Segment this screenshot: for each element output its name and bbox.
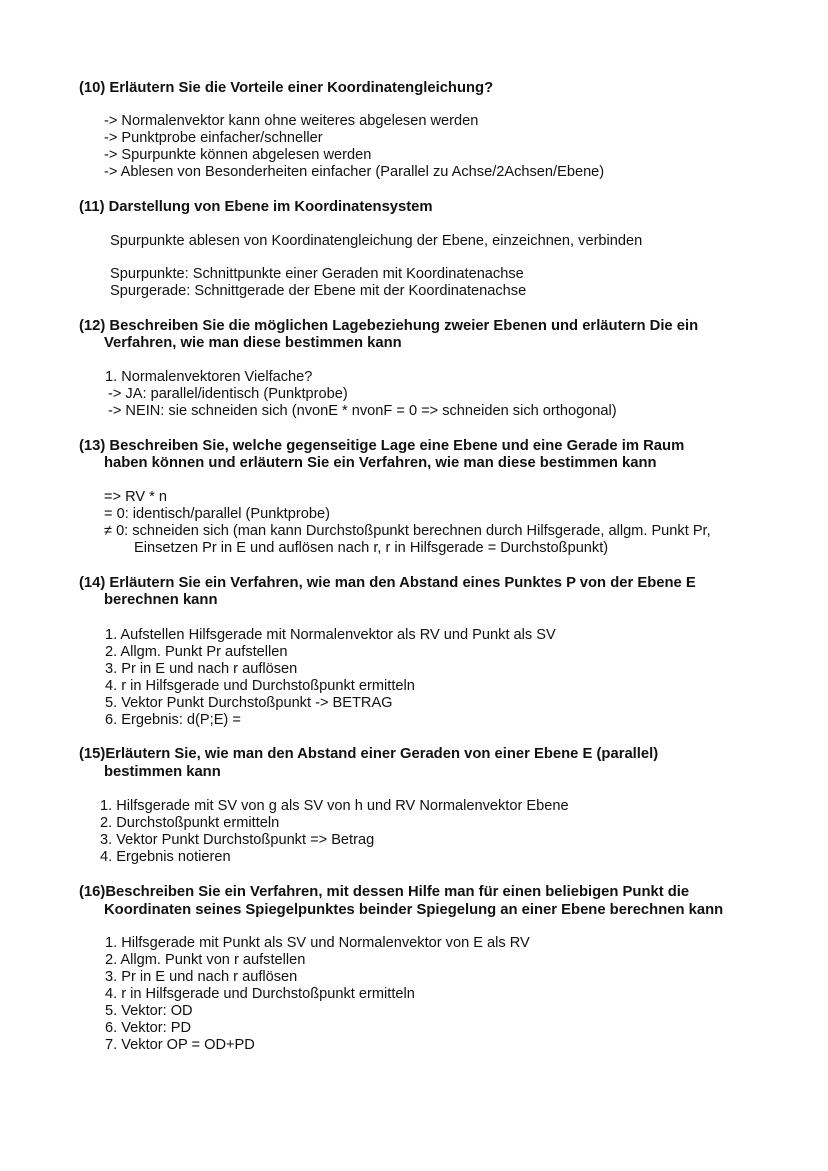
section-10-line: -> Normalenvektor kann ohne weiteres abgelesen werden [104,113,479,129]
section-13-line: => RV * n [104,489,168,505]
section-16-line: 6. Vektor: PD [105,1020,191,1036]
section-16-line: 5. Vektor: OD [105,1003,193,1019]
section-14-line: 6. Ergebnis: d(P;E) = [105,712,241,728]
section-14-line: 1. Aufstellen Hilfsgerade mit Normalenvektor als RV und Punkt als SV [105,627,556,643]
section-13-heading: (13) Beschreiben Sie, welche gegenseitige Lage eine Ebene und eine Gerade im Raum [79,438,685,454]
section-11-line: Spurpunkte ablesen von Koordinatengleichung der Ebene, einzeichnen, verbinden [110,233,643,249]
section-10-heading: (10) Erläutern Sie die Vorteile einer Koordinatengleichung? [79,80,494,96]
section-14-line: 3. Pr in E und nach r auflösen [105,661,298,677]
section-15-heading-cont: bestimmen kann [104,764,221,780]
section-16-line: 4. r in Hilfsgerade und Durchstoßpunkt ermitteln [105,986,415,1002]
section-16-line: 1. Hilfsgerade mit Punkt als SV und Normalenvektor von E als RV [105,935,530,951]
section-12-line: -> JA: parallel/identisch (Punktprobe) [108,386,348,402]
section-15-line: 3. Vektor Punkt Durchstoßpunkt => Betrag [100,832,375,848]
section-13-line: ≠ 0: schneiden sich (man kann Durchstoßpunkt berechnen durch Hilfsgerade, allgm. Punkt Pr, [104,523,711,539]
section-15-heading: (15)Erläutern Sie, wie man den Abstand einer Geraden von einer Ebene E (parallel) [79,746,659,762]
section-15-line: 4. Ergebnis notieren [100,849,231,865]
section-10-line: -> Punktprobe einfacher/schneller [104,130,323,146]
section-16-line: 7. Vektor OP = OD+PD [105,1037,255,1053]
section-15-line: 2. Durchstoßpunkt ermitteln [100,815,280,831]
section-16-line: 2. Allgm. Punkt von r aufstellen [105,952,306,968]
section-12-heading: (12) Beschreiben Sie die möglichen Lagebeziehung zweier Ebenen und erläutern Die ein [79,318,699,334]
section-14-heading-cont: berechnen kann [104,592,218,608]
section-14-line: 5. Vektor Punkt Durchstoßpunkt -> BETRAG [105,695,393,711]
section-16-line: 3. Pr in E und nach r auflösen [105,969,298,985]
section-12-heading-cont: Verfahren, wie man diese bestimmen kann [104,335,402,351]
section-11-heading: (11) Darstellung von Ebene im Koordinatensystem [79,199,433,215]
section-11-line: Spurgerade: Schnittgerade der Ebene mit der Koordinatenachse [110,283,527,299]
section-10-line: -> Ablesen von Besonderheiten einfacher (Parallel zu Achse/2Achsen/Ebene) [104,164,605,180]
section-13-heading-cont: haben können und erläutern Sie ein Verfahren, wie man diese bestimmen kann [104,455,657,471]
section-14-heading: (14) Erläutern Sie ein Verfahren, wie man den Abstand eines Punktes P von der Ebene E [79,575,696,591]
section-14-line: 2. Allgm. Punkt Pr aufstellen [105,644,288,660]
section-16-heading-cont: Koordinaten seines Spiegelpunktes beinder Spiegelung an einer Ebene berechnen kann [104,902,724,918]
section-11-line: Spurpunkte: Schnittpunkte einer Geraden mit Koordinatenachse [110,266,524,282]
section-12-line: -> NEIN: sie schneiden sich (nvonE * nvonF = 0 => schneiden sich orthogonal) [108,403,617,419]
section-15-line: 1. Hilfsgerade mit SV von g als SV von h und RV Normalenvektor Ebene [100,798,569,814]
section-12-line: 1. Normalenvektoren Vielfache? [105,369,313,385]
section-16-heading: (16)Beschreiben Sie ein Verfahren, mit dessen Hilfe man für einen beliebigen Punkt die [79,884,690,900]
section-13-line: = 0: identisch/parallel (Punktprobe) [104,506,330,522]
section-14-line: 4. r in Hilfsgerade und Durchstoßpunkt ermitteln [105,678,415,694]
section-10-line: -> Spurpunkte können abgelesen werden [104,147,372,163]
section-13-line: Einsetzen Pr in E und auflösen nach r, r in Hilfsgerade = Durchstoßpunkt) [134,540,609,556]
